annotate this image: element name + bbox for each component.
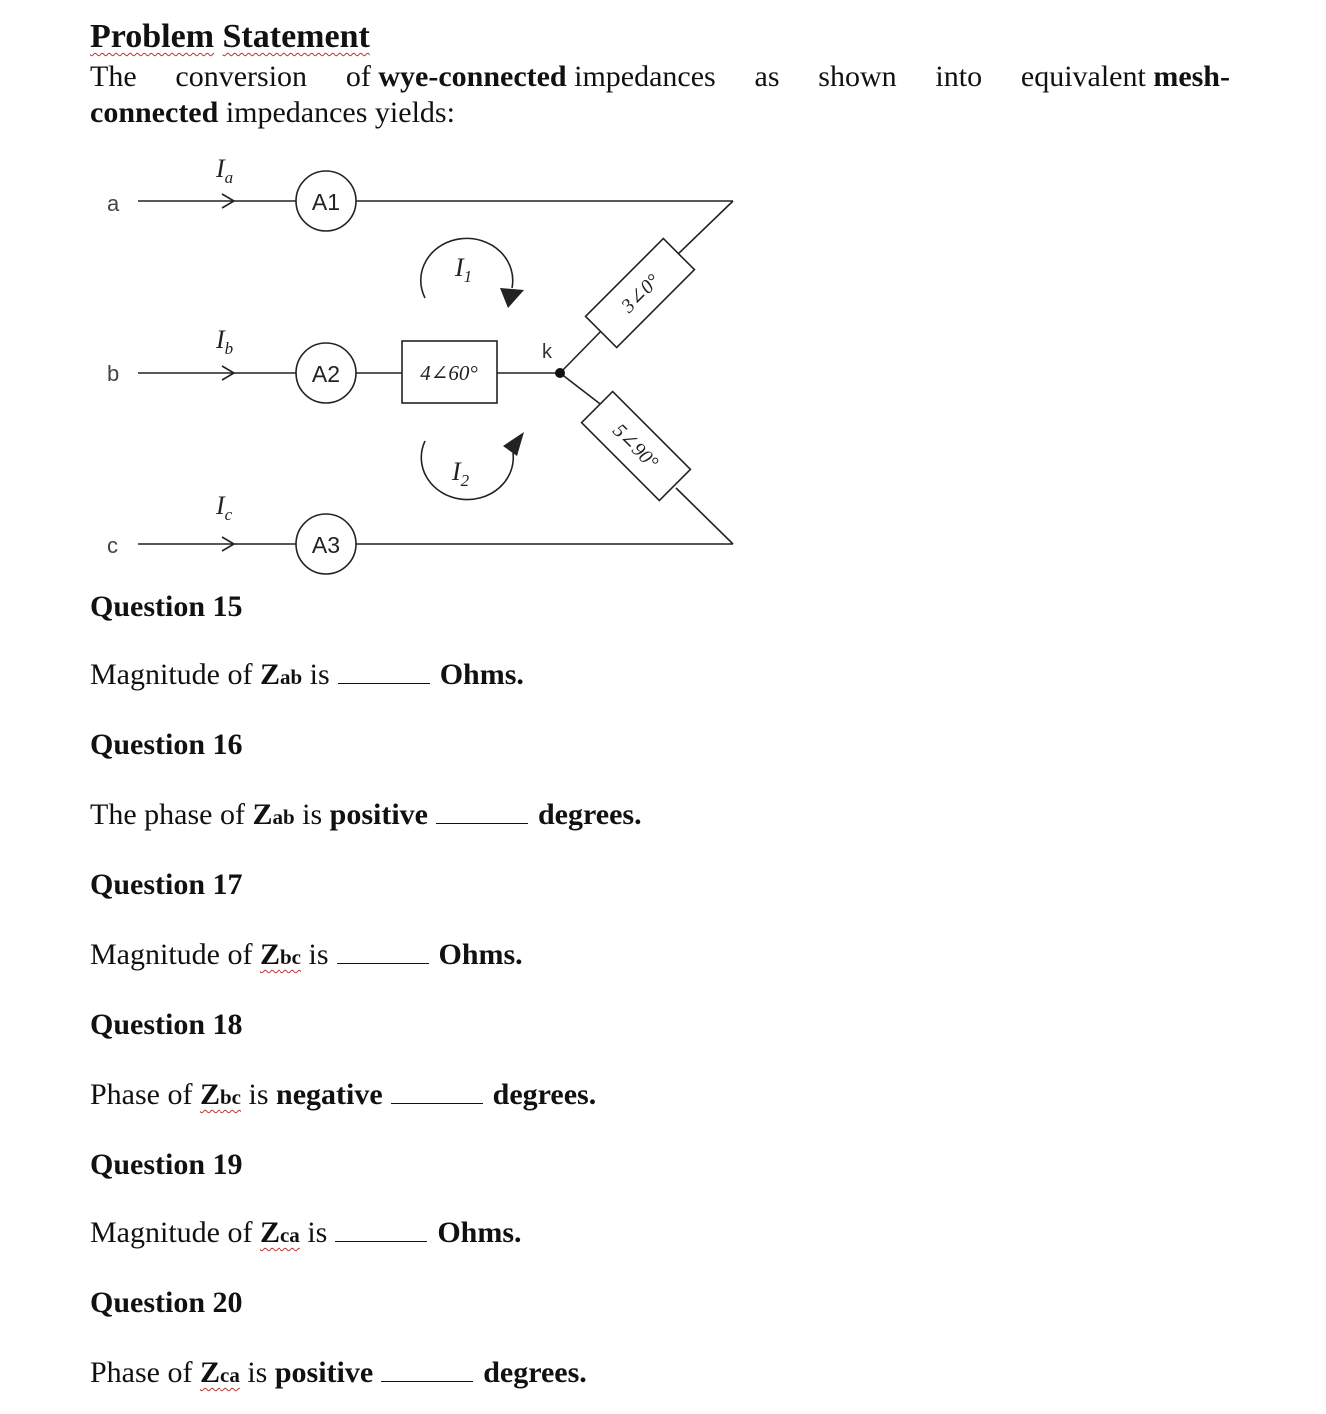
question-heading: Question 20 (90, 1286, 243, 1319)
title-word-statement: Statement (222, 18, 370, 55)
ammeter-3-label: A3 (311, 532, 341, 558)
question-line: Phase of Zca is positive degrees. (90, 1356, 587, 1389)
impedance-a-label: 3∠0° (617, 270, 665, 318)
intro-phrase: of wye-connected impedances (345, 60, 716, 93)
current-ia-label: $I_a$ (216, 154, 234, 187)
answer-blank[interactable] (335, 1219, 427, 1242)
question-heading: Question 18 (90, 1008, 243, 1041)
mesh-arrow-icon (500, 288, 524, 308)
question-line: Magnitude of Zca is Ohms. (90, 1216, 522, 1249)
question-heading: Question 15 (90, 590, 243, 623)
question-heading: Question 16 (90, 728, 243, 761)
intro-word: shown (818, 60, 897, 93)
answer-blank[interactable] (436, 801, 528, 824)
wire-k-upper (560, 326, 606, 373)
question-line: Magnitude of Zab is Ohms. (90, 658, 524, 691)
node-b-label: b (107, 361, 120, 386)
question-line: Phase of Zbc is negative degrees. (90, 1078, 597, 1111)
intro-line-2: connected impedances yields: (90, 96, 455, 129)
intro-word: as (754, 60, 780, 93)
current-ic-label: $I_c$ (216, 491, 233, 524)
question-heading: Question 19 (90, 1148, 243, 1181)
question-line: Magnitude of Zbc is Ohms. (90, 938, 523, 971)
circuit-diagram (0, 0, 1326, 600)
node-c-label: c (107, 533, 118, 558)
node-k-label: k (542, 341, 552, 363)
intro-word: conversion (175, 60, 308, 93)
answer-blank[interactable] (391, 1081, 483, 1104)
impedance-b-label: 4∠60° (420, 361, 478, 385)
title-word-problem: Problem (90, 18, 215, 55)
intro-phrase: equivalent mesh- (1020, 60, 1230, 93)
answer-blank[interactable] (338, 661, 430, 684)
wire-upper-a (676, 201, 733, 256)
question-heading: Question 17 (90, 868, 243, 901)
question-line: The phase of Zab is positive degrees. (90, 798, 642, 831)
mesh-i2-label: $I_2$ (452, 457, 470, 490)
current-ib-label: $I_b$ (216, 325, 234, 358)
intro-word: The (90, 60, 137, 93)
ammeter-2-label: A2 (311, 361, 341, 387)
ammeter-1-label: A1 (311, 189, 341, 215)
mesh-arrow-icon (503, 432, 524, 456)
answer-blank[interactable] (337, 941, 429, 964)
node-k-dot (555, 368, 565, 378)
impedance-c-label: 5∠90° (608, 419, 663, 474)
wire-lower-c (676, 488, 733, 544)
intro-word: into (935, 60, 983, 93)
answer-blank[interactable] (381, 1359, 473, 1382)
mesh-i1-label: $I_1$ (455, 253, 473, 286)
node-a-label: a (107, 191, 120, 216)
